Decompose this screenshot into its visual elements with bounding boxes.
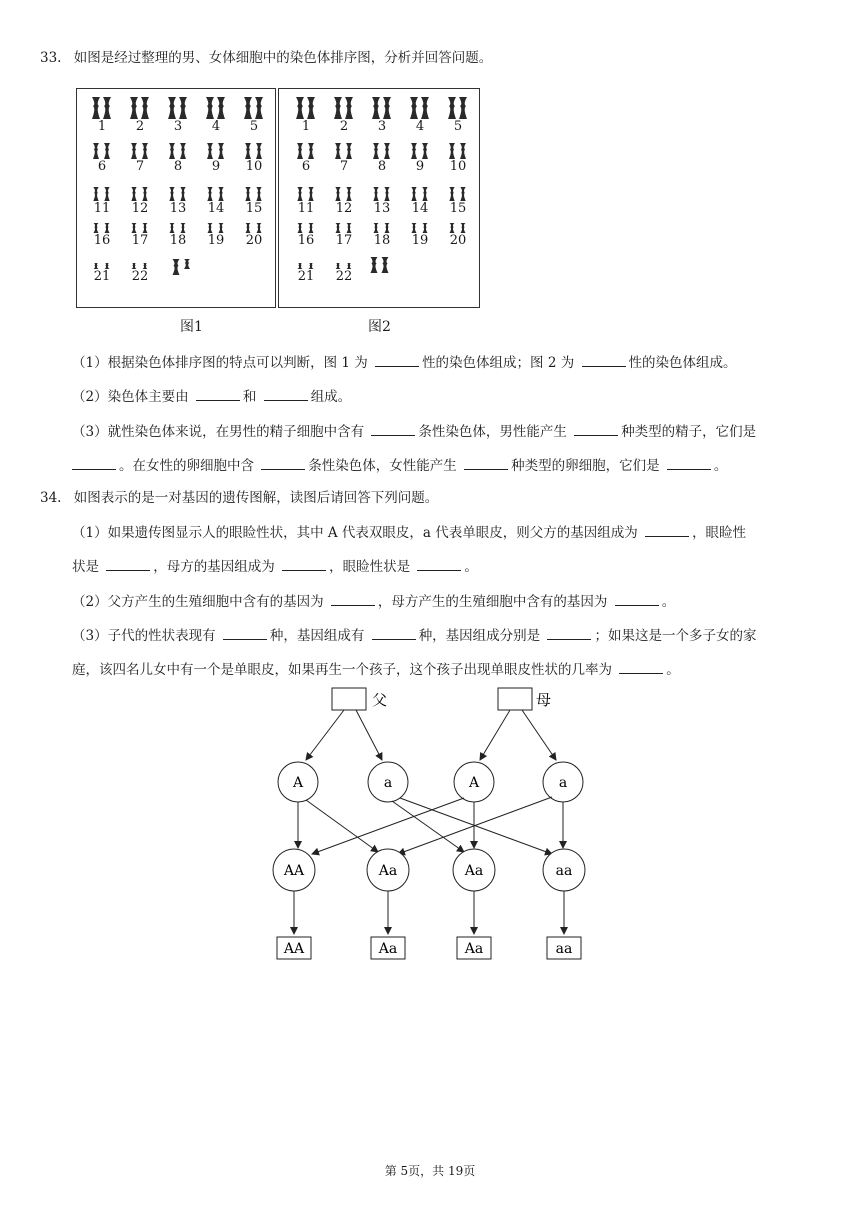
result-label: aa [555,941,573,957]
chromosome-number: 16 [93,233,111,248]
answer-blank[interactable] [645,522,689,537]
answer-blank[interactable] [261,455,305,470]
chromosome-number: 1 [97,119,107,134]
answer-blank[interactable] [72,455,116,470]
result-label: AA [283,941,305,957]
offspring-label: Aa [464,863,484,879]
genetic-inheritance-diagram [250,684,610,964]
question-34-part-3: （3）子代的性状表现有 种，基因组成有 种，基因组成分别是 ；如果这是一个多子女的家 [72,625,756,646]
chromosome-number: 5 [249,119,259,134]
arrow [480,710,510,760]
chromosome-number: 12 [131,201,149,216]
chromosome-number: 8 [173,159,183,174]
question-34-stem [40,488,438,508]
chromosome-number: 12 [335,201,353,216]
question-33-part-3: （3）就性染色体来说，在男性的精子细胞中含有 条性染色体，男性能产生 种类型的精子，它们是 [72,421,756,442]
gamete-label: A [292,775,304,791]
chromosome-number: 5 [453,119,463,134]
chromosome-number: 21 [93,269,111,284]
mother-label: 母 [536,691,552,709]
question-33-part-1: （1）根据染色体排序图的特点可以判断，图 1 为 性的染色体组成；图 2 为 性的染色体组成。 [72,352,737,373]
arrow [306,710,344,760]
chromosome-number: 11 [297,201,315,216]
chromosome-number: 2 [339,119,349,134]
chromosome-pair-15 [232,186,276,216]
arrow [306,800,378,852]
chromosome-pair-22 [118,262,162,284]
answer-blank[interactable] [264,386,308,401]
chromosome-number: 3 [377,119,387,134]
chromosome-number: 20 [449,233,467,248]
question-34-part-2: （2）父方产生的生殖细胞中含有的基因为 ，母方产生的生殖细胞中含有的基因为 。 [72,591,675,612]
chromosome-number: 13 [169,201,187,216]
chromosome-number: 11 [93,201,111,216]
question-text: 如图表示的是一对基因的遗传图解，读图后请回答下列问题。 [73,490,439,506]
chromosome-number: 16 [297,233,315,248]
chromosome-number: 7 [135,159,145,174]
chromosome-number: 15 [449,201,467,216]
question-34-part-1-cont: 状是 ，母方的基因组成为 ，眼睑性状是 。 [72,556,478,577]
chromosome-pair-5 [436,96,480,134]
result-label: Aa [464,941,484,957]
offspring-label: Aa [378,863,398,879]
chromosome-number: 19 [207,233,225,248]
chromosome-pair-10 [232,142,276,174]
father-box [332,688,366,710]
chromosome-number: 6 [97,159,107,174]
offspring-label: AA [283,863,305,879]
question-33-stem [40,48,492,68]
question-34-part-3-cont: 庭，该四名儿女中有一个是单眼皮，如果再生一个孩子，这个孩子出现单眼皮性状的几率为 。 [72,659,680,680]
question-33-part-2: （2）染色体主要由 和 组成。 [72,386,351,407]
chromosome-number: 8 [377,159,387,174]
question-33-part-3-cont: 。在女性的卵细胞中含 条性染色体，女性能产生 种类型的卵细胞，它们是 。 [72,455,727,476]
chromosome-number: 3 [173,119,183,134]
gamete-label: a [558,775,568,791]
answer-blank[interactable] [375,352,419,367]
answer-blank[interactable] [106,556,150,571]
result-label: Aa [378,941,398,957]
chromosome-pair-5 [232,96,276,134]
question-number: 34. [40,490,62,506]
chromosome-number: 14 [207,201,225,216]
chromosome-number: 22 [131,269,149,284]
figure-1-caption: 图1 [180,319,203,335]
gamete-label: A [468,775,480,791]
chromosome-number: 9 [415,159,425,174]
chromosome-number: 15 [245,201,263,216]
chromosome-number: 10 [449,159,467,174]
question-text: 如图是经过整理的男、女体细胞中的染色体排序图，分析并回答问题。 [73,50,493,66]
chromosome-pair-20 [436,222,480,248]
chromosome-number: 13 [373,201,391,216]
answer-blank[interactable] [667,455,711,470]
chromosome-number: 19 [411,233,429,248]
chromosome-number: 4 [415,119,425,134]
chromosome-number: 20 [245,233,263,248]
answer-blank[interactable] [372,625,416,640]
answer-blank[interactable] [282,556,326,571]
answer-blank[interactable] [582,352,626,367]
chromosome-number: 7 [339,159,349,174]
sex-chromosome-pair [160,258,204,276]
chromosome-pair-15 [436,186,480,216]
question-34-part-1: （1）如果遗传图显示人的眼睑性状，其中 A 代表双眼皮，a 代表单眼皮，则父方的基因组成为 ，眼睑性 [72,522,746,543]
arrow [522,710,556,760]
answer-blank[interactable] [417,556,461,571]
answer-blank[interactable] [331,591,375,606]
chromosome-number: 22 [335,269,353,284]
figure-2-caption: 图2 [368,319,391,335]
answer-blank[interactable] [615,591,659,606]
offspring-label: aa [555,863,573,879]
chromosome-number: 2 [135,119,145,134]
mother-box [498,688,532,710]
chromosome-number: 14 [411,201,429,216]
page-footer: 第 5页，共 19页 [384,1164,476,1178]
chromosome-number: 9 [211,159,221,174]
chromosome-pair-10 [436,142,480,174]
chromosome-number: 6 [301,159,311,174]
chromosome-number: 1 [301,119,311,134]
answer-blank[interactable] [196,386,240,401]
chromosome-number: 10 [245,159,263,174]
chromosome-number: 17 [131,233,149,248]
answer-blank[interactable] [574,421,618,436]
arrow [400,798,552,854]
answer-blank[interactable] [371,421,415,436]
gamete-label: a [383,775,393,791]
chromosome-number: 4 [211,119,221,134]
chromosome-number: 18 [373,233,391,248]
chromosome-number: 21 [297,269,315,284]
chromosome-number: 18 [169,233,187,248]
answer-blank[interactable] [547,625,591,640]
arrow [356,710,382,760]
father-label: 父 [372,691,388,709]
sex-chromosome-pair [358,256,402,274]
chromosome-number: 17 [335,233,353,248]
chromosome-pair-20 [232,222,276,248]
answer-blank[interactable] [464,455,508,470]
question-number: 33. [40,50,62,66]
answer-blank[interactable] [223,625,267,640]
arrow [312,798,464,854]
answer-blank[interactable] [619,659,663,674]
